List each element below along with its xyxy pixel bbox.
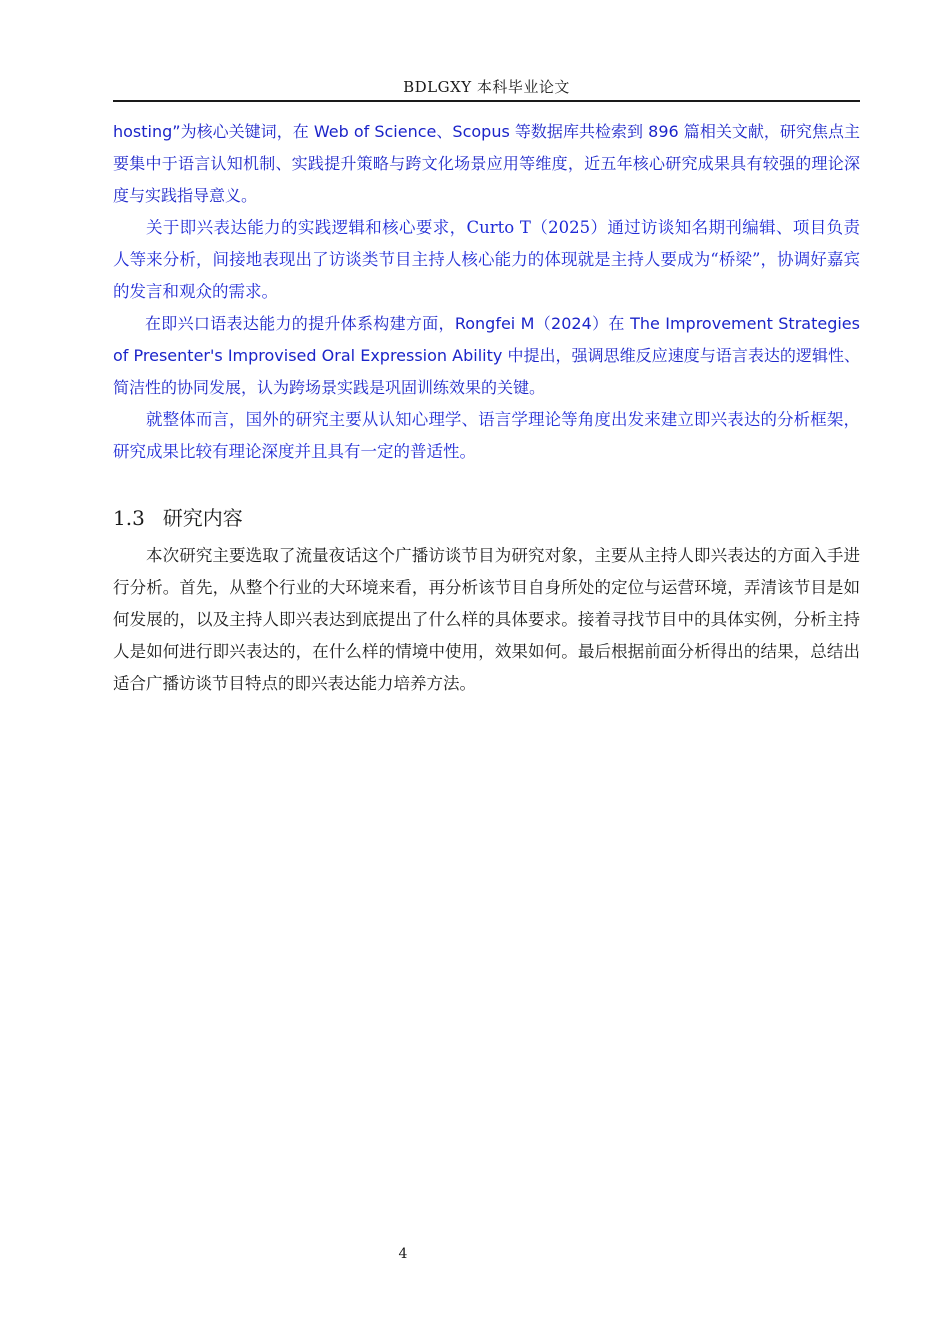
section-number: 1.3 <box>113 506 145 530</box>
running-header: BDLGXY 本科毕业论文 <box>403 78 570 96</box>
header-divider <box>113 100 860 102</box>
document-body <box>113 116 860 700</box>
paragraph-rongfei: 在即兴口语表达能力的提升体系构建方面，Rongfei M（2024）在 The Improvement Strategies of Presenter's Improvised Oral Expression Ability 中提出，强调思维反应速度与语言表达的逻辑性、简洁性的协同发展，认为跨场景实践是巩固训练效果的关键。 <box>113 314 860 397</box>
paragraph-curto: 关于即兴表达能力的实践逻辑和核心要求，Curto T（2025）通过访谈知名期刊编辑、项目负责人等来分析，间接地表现出了访谈类节目主持人核心能力的体现就是主持人要成为“桥梁”，协调好嘉宾的发言和观众的需求。 <box>113 218 860 301</box>
paragraph-research-content: 本次研究主要选取了流量夜话这个广播访谈节目为研究对象，主要从主持人即兴表达的方面入手进行分析。首先，从整个行业的大环境来看，再分析该节目自身所处的定位与运营环境，弄清该节目是如何发展的，以及主持人即兴表达到底提出了什么样的具体要求。接着寻找节目中的具体实例，分析主持人是如何进行即兴表达的，在什么样的情境中使用，效果如何。最后根据前面分析得出的结果，总结出适合广播访谈节目特点的即兴表达能力培养方法。 <box>113 546 860 693</box>
page-number: 4 <box>398 1246 408 1262</box>
section-title: 研究内容 <box>162 506 243 530</box>
section-heading <box>113 504 860 532</box>
paragraph-literature-search: hosting”为核心关键词，在 Web of Science、Scopus 等数据库共检索到 896 篇相关文献，研究焦点主要集中于语言认知机制、实践提升策略与跨文化场景应用等维度，近五年核心研究成果具有较强的理论深度与实践指导意义。 <box>113 122 860 205</box>
paragraph-summary: 就整体而言，国外的研究主要从认知心理学、语言学理论等角度出发来建立即兴表达的分析框架，研究成果比较有理论深度并且具有一定的普适性。 <box>113 410 860 461</box>
